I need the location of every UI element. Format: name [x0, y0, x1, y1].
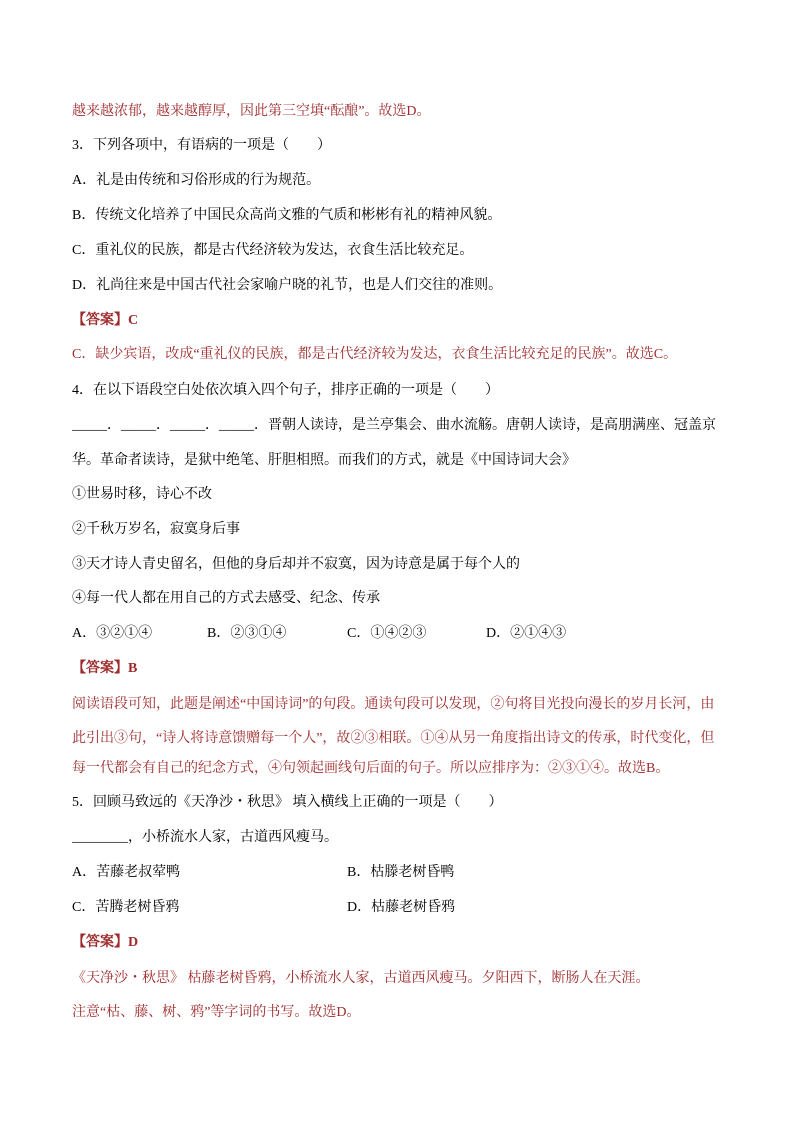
- q3-answer: [72, 311, 138, 331]
- q4-option-c: C．①④②③: [347, 626, 427, 641]
- q4-passage-line-2: 华。革命者读诗，是狱中绝笔、肝胆相照。而我们的方式，就是《中国诗词大会》: [72, 453, 576, 468]
- q4-sentence-4: ④每一代人都在用自己的方式去感受、纪念、传承: [72, 591, 380, 606]
- q4-answer-letter: B: [128, 661, 138, 676]
- q5-option-b: B．枯滕老树昏鸭: [347, 865, 455, 880]
- q4-answer: [72, 659, 137, 679]
- q4-answer-label: 【答案】: [72, 661, 128, 676]
- q5-answer: [72, 933, 138, 953]
- q4-option-d: D．②①④③: [486, 626, 567, 641]
- q4-sentence-1: ①世易时移，诗心不改: [72, 487, 212, 502]
- q5-stem: 5．回顾马致远的《天净沙・秋思》 填入横线上正确的一项是（ ）: [72, 795, 503, 810]
- q5-option-a: A．苦藤老叔荤鸭: [72, 865, 181, 880]
- q4-passage-line-1: _____．_____．_____．_____．晋朝人读诗，是兰亭集会、曲水流觞。唐朝人读诗，是高朋满座、冠盖京: [72, 418, 716, 433]
- q3-option-c: C．重礼仪的民族，都是古代经济较为发达，衣食生活比较充足。: [72, 243, 474, 258]
- q4-option-b: B．②③①④: [207, 626, 287, 641]
- q5-blank-line: ________，小桥流水人家，古道西风瘦马。: [72, 830, 338, 845]
- q4-explanation-line-2: 此引出③句，“诗人将诗意馈赠每一个人”，故②③相联。①④从另一角度指出诗文的传承，时代变化，但: [72, 731, 715, 746]
- q4-explanation-line-1: 阅读语段可知，此题是阐述“中国诗词”的句段。通读句段可以发现，②句将目光投向漫长的岁月长河，由: [72, 697, 715, 712]
- q5-answer-letter: D: [128, 935, 139, 950]
- q3-answer-label: 【答案】: [72, 313, 128, 328]
- q4-option-a: A．③②①④: [72, 626, 153, 641]
- q5-explanation-line-2: 注意“枯、藤、树、鸦”等字词的书写。故选D。: [72, 1005, 361, 1020]
- q5-option-d: D．枯藤老树昏鸦: [347, 900, 456, 915]
- q3-option-b: B．传统文化培养了中国民众高尚文雅的气质和彬彬有礼的精神风貌。: [72, 208, 502, 223]
- q4-sentence-2: ②千秋万岁名，寂寞身后事: [72, 522, 240, 537]
- q3-answer-letter: C: [128, 313, 139, 328]
- q4-sentence-3: ③天才诗人青史留名，但他的身后却并不寂寞，因为诗意是属于每个人的: [72, 557, 520, 572]
- q5-answer-label: 【答案】: [72, 935, 128, 950]
- q3-option-a: A．礼是由传统和习俗形成的行为规范。: [72, 173, 321, 188]
- q5-explanation-line-1: 《天净沙・秋思》 枯藤老树昏鸦，小桥流水人家，古道西风瘦马。夕阳西下，断肠人在天涯。: [72, 971, 650, 986]
- previous-explanation: 越来越浓郁，越来越醇厚，因此第三空填“酝酿”。故选D。: [72, 104, 431, 119]
- q4-explanation-line-3: 每一代都会有自己的纪念方式，④句领起画线句后面的句子。所以应排序为：②③①④。故选B。: [72, 761, 670, 776]
- q3-stem: 3．下列各项中，有语病的一项是（ ）: [72, 138, 331, 153]
- q3-explanation: C．缺少宾语，改成“重礼仪的民族，都是古代经济较为发达，衣食生活比较充足的民族”。故选C。: [72, 347, 678, 362]
- q5-option-c: C．苦腾老树昏鸦: [72, 900, 180, 915]
- q3-option-d: D．礼尚往来是中国古代社会家喻户晓的礼节，也是人们交往的准则。: [72, 278, 503, 293]
- q4-stem: 4．在以下语段空白处依次填入四个句子，排序正确的一项是（ ）: [72, 383, 499, 398]
